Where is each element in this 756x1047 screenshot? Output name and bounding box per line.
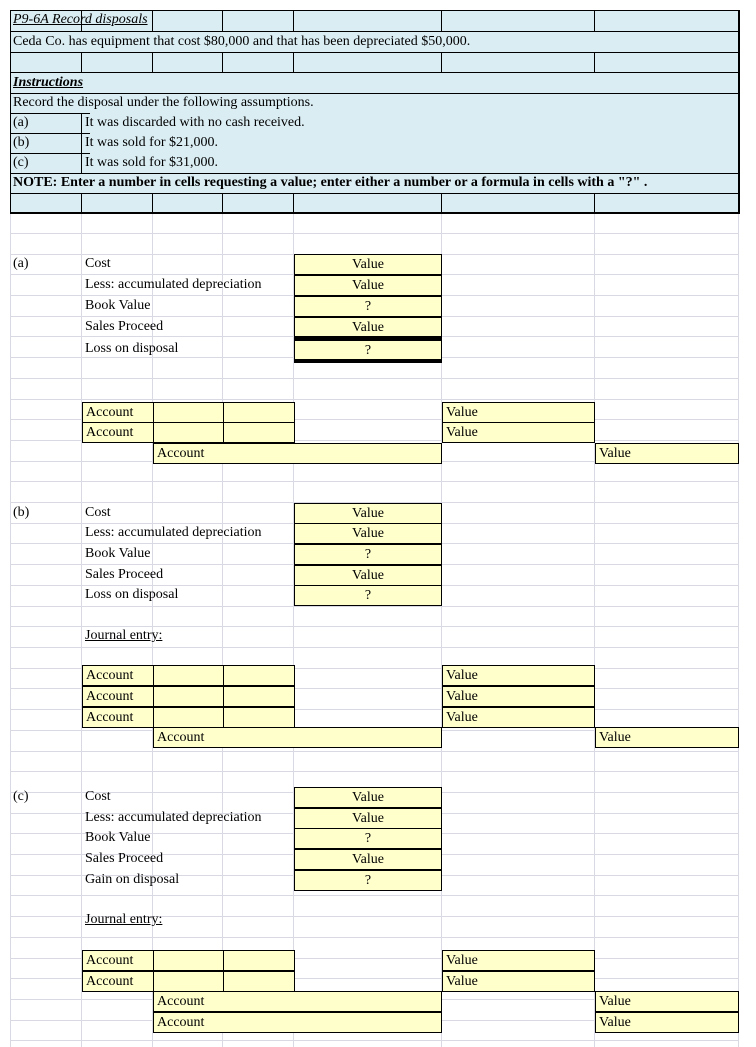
problem-intro: Ceda Co. has equipment that cost $80,000 and that has been depreciated $50,000. (13, 34, 471, 49)
gridline-vertical (10, 214, 11, 1047)
blank-cell[interactable] (223, 971, 295, 992)
credit-account-cell[interactable]: Account (153, 1012, 442, 1033)
debit-value-cell[interactable]: Value (442, 665, 595, 686)
value-cell[interactable]: Value (294, 523, 442, 544)
value-cell[interactable]: Value (294, 808, 442, 829)
credit-account-cell[interactable]: Account (153, 991, 442, 1012)
row-label: Loss on disposal (85, 341, 179, 356)
gridline-horizontal (10, 378, 739, 379)
row-label: Less: accumulated depreciation (85, 810, 262, 825)
credit-value-cell[interactable]: Value (595, 443, 739, 464)
account-cell[interactable]: Account (82, 707, 154, 728)
gridline-vertical (738, 214, 739, 1047)
row-label: Less: accumulated depreciation (85, 525, 262, 540)
blank-cell[interactable] (153, 950, 224, 971)
row-label: Loss on disposal (85, 587, 179, 602)
blank-cell[interactable] (223, 686, 295, 707)
value-cell[interactable]: Value (294, 317, 442, 337)
value-cell[interactable]: Value (294, 254, 442, 275)
account-cell[interactable]: Account (82, 971, 154, 992)
note-text: NOTE: Enter a number in cells requesting a value; enter either a number or a formula in cells with a "?" . (13, 175, 648, 190)
gridline-horizontal (10, 895, 739, 896)
problem-title: P9-6A Record disposals (13, 12, 148, 27)
blank-cell[interactable] (223, 402, 295, 423)
blank-cell[interactable] (153, 971, 224, 992)
debit-value-cell[interactable]: Value (442, 422, 595, 443)
debit-value-cell[interactable]: Value (442, 950, 595, 971)
row-label: Cost (85, 789, 111, 804)
credit-account-cell[interactable]: Account (153, 727, 442, 748)
assumption-label: (b) (13, 135, 30, 150)
debit-value-cell[interactable]: Value (442, 402, 595, 423)
account-cell[interactable]: Account (82, 665, 154, 686)
credit-value-cell[interactable]: Value (595, 727, 739, 748)
value-cell[interactable]: Value (294, 787, 442, 808)
value-cell[interactable]: Value (294, 849, 442, 870)
gridline-vertical (81, 214, 82, 1047)
account-cell[interactable]: Account (82, 950, 154, 971)
formula-cell[interactable]: ? (294, 870, 442, 891)
gridline-horizontal (10, 481, 739, 482)
blank-cell[interactable] (153, 402, 224, 423)
debit-value-cell[interactable]: Value (442, 707, 595, 728)
assumption-label: (a) (13, 115, 29, 130)
gridline-vertical (222, 214, 223, 1047)
row-label: Cost (85, 505, 111, 520)
gridline-horizontal (10, 606, 739, 607)
gridline-horizontal (10, 233, 739, 234)
gridline-horizontal (10, 647, 739, 648)
row-label: Book Value (85, 546, 151, 561)
value-cell[interactable]: Value (294, 503, 442, 524)
blank-cell[interactable] (223, 707, 295, 728)
blank-cell[interactable] (153, 707, 224, 728)
blank-cell[interactable] (223, 422, 295, 443)
blank-cell[interactable] (223, 950, 295, 971)
assumption-text: It was sold for $21,000. (85, 135, 218, 150)
row-label: Cost (85, 256, 111, 271)
row-label: Sales Proceed (85, 319, 164, 334)
row-label: Less: accumulated depreciation (85, 277, 262, 292)
formula-cell[interactable]: ? (294, 828, 442, 849)
gridline-horizontal (10, 937, 739, 938)
section-label-b: (b) (13, 505, 30, 520)
value-cell[interactable]: Value (294, 275, 442, 296)
value-cell[interactable]: Value (294, 565, 442, 586)
gridline-vertical (594, 214, 595, 1047)
blank-cell[interactable] (153, 686, 224, 707)
assumption-label: (c) (13, 155, 29, 170)
row-label: Book Value (85, 830, 151, 845)
account-cell[interactable]: Account (82, 402, 154, 423)
formula-cell[interactable]: ? (294, 296, 442, 317)
assumption-text: It was sold for $31,000. (85, 155, 218, 170)
gridline-horizontal (10, 751, 739, 752)
gridline-horizontal (10, 771, 739, 772)
row-label: Sales Proceed (85, 851, 164, 866)
account-cell[interactable]: Account (82, 422, 154, 443)
gridline-horizontal (10, 1040, 739, 1041)
formula-cell[interactable]: ? (294, 340, 442, 360)
instructions-heading: Instructions (13, 75, 84, 90)
blank-cell[interactable] (223, 665, 295, 686)
journal-entry-label: Journal entry: (85, 912, 163, 927)
gridline-horizontal (10, 399, 739, 400)
journal-entry-label: Journal entry: (85, 628, 163, 643)
blank-cell[interactable] (153, 665, 224, 686)
formula-cell[interactable]: ? (294, 585, 442, 606)
credit-account-cell[interactable]: Account (153, 443, 442, 464)
assumption-text: It was discarded with no cash received. (85, 115, 305, 130)
credit-value-cell[interactable]: Value (595, 991, 739, 1012)
debit-value-cell[interactable]: Value (442, 686, 595, 707)
section-label-c: (c) (13, 789, 29, 804)
row-label: Gain on disposal (85, 872, 180, 887)
debit-value-cell[interactable]: Value (442, 971, 595, 992)
row-label: Sales Proceed (85, 567, 164, 582)
account-cell[interactable]: Account (82, 686, 154, 707)
formula-cell[interactable]: ? (294, 544, 442, 565)
section-label-a: (a) (13, 256, 29, 271)
blank-cell[interactable] (153, 422, 224, 443)
row-label: Book Value (85, 298, 151, 313)
credit-value-cell[interactable]: Value (595, 1012, 739, 1033)
instructions-text: Record the disposal under the following assumptions. (13, 95, 314, 110)
